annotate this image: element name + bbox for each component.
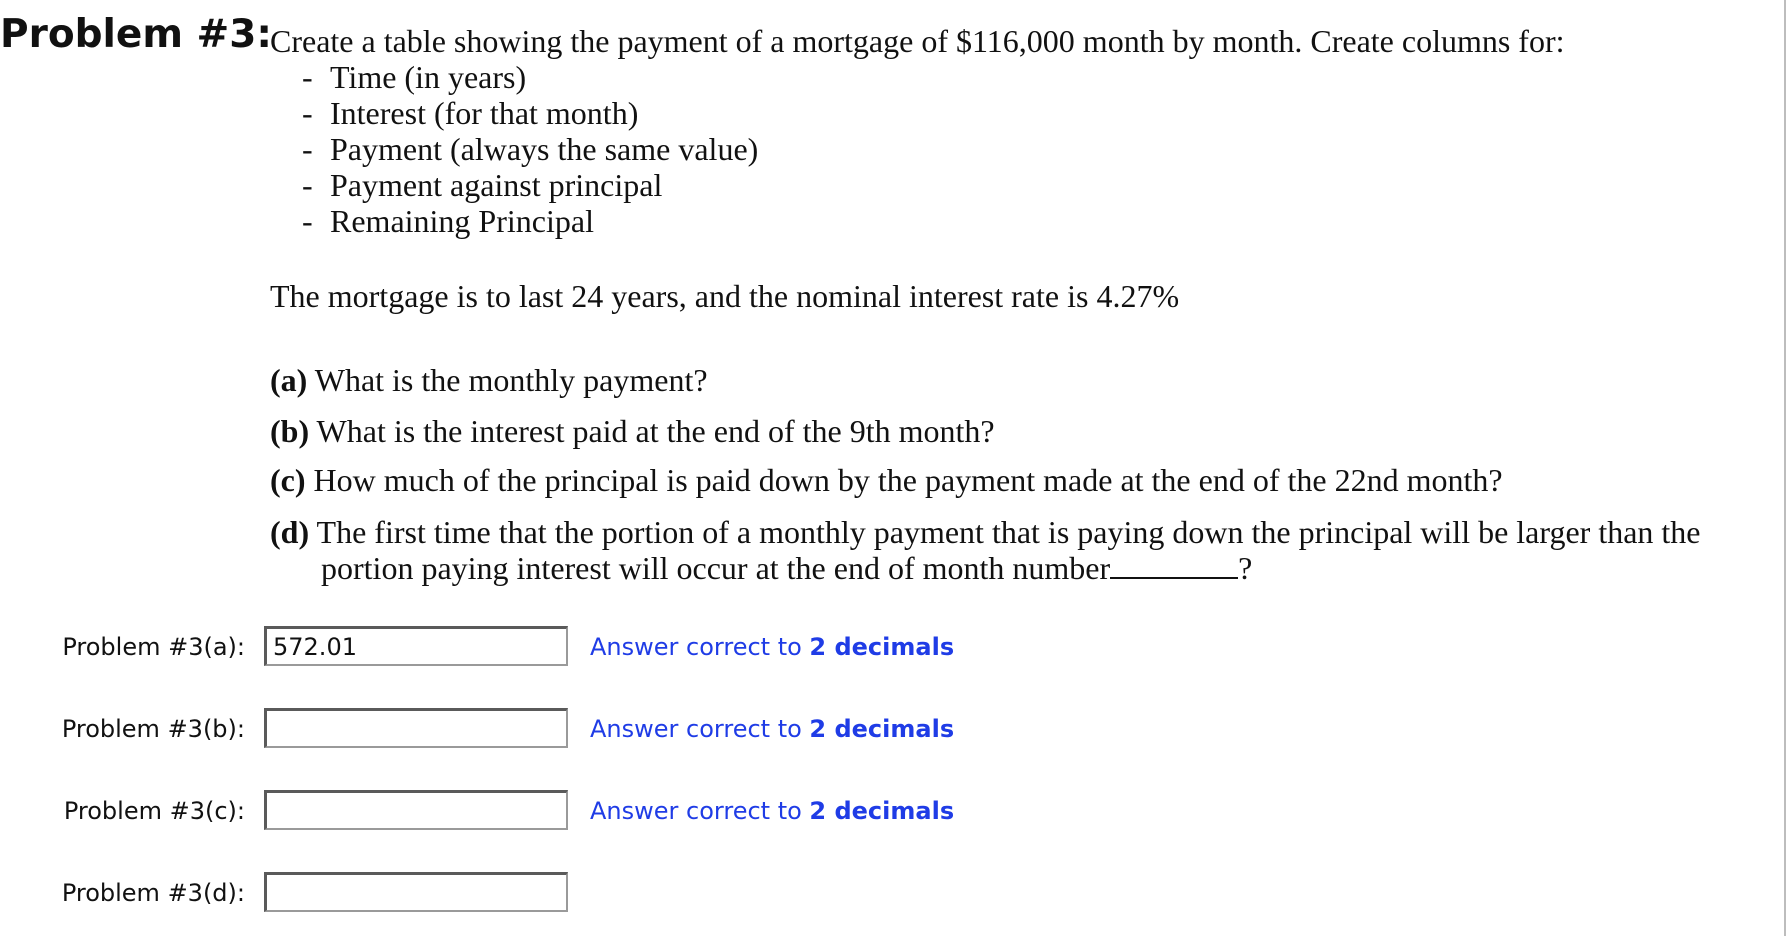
problem-intro: Create a table showing the payment of a mortgage of $116,000 month by month. Create columns for: xyxy=(270,23,1565,59)
page-right-border xyxy=(1784,0,1786,936)
answer-input-a[interactable] xyxy=(264,626,568,666)
list-item: - Time (in years) xyxy=(302,59,527,95)
hint-text: Answer correct to xyxy=(590,797,810,825)
answer-label-d: Problem #3(d): xyxy=(61,879,245,907)
answer-input-c[interactable] xyxy=(264,790,568,830)
question-b xyxy=(270,413,995,449)
problem-title: Problem #3: xyxy=(0,12,272,57)
column-list xyxy=(302,59,758,239)
question-label: (c) xyxy=(270,462,306,498)
answer-input-d[interactable] xyxy=(264,872,568,912)
list-item: - Payment (always the same value) xyxy=(302,131,759,167)
question-d-line2 xyxy=(321,550,1252,586)
question-text: What is the interest paid at the end of the 9th month? xyxy=(316,413,995,449)
question-a xyxy=(270,362,708,398)
hint-decimals: 2 decimals xyxy=(809,633,955,661)
mortgage-statement: The mortgage is to last 24 years, and the nominal interest rate is 4.27% xyxy=(270,278,1180,314)
question-label: (d) xyxy=(270,514,310,550)
question-text: How much of the principal is paid down by the payment made at the end of the 22nd month? xyxy=(313,462,1503,498)
column-item-label: Interest (for that month) xyxy=(330,95,639,131)
question-text: What is the monthly payment? xyxy=(314,362,708,398)
column-item-label: Payment (always the same value) xyxy=(330,131,759,167)
column-item-label: Time (in years) xyxy=(330,59,527,95)
list-item: - Remaining Principal xyxy=(302,203,594,239)
hint-text: Answer correct to xyxy=(590,633,810,661)
answer-label-c: Problem #3(c): xyxy=(63,797,245,825)
question-text: The first time that the portion of a monthly payment that is paying down the principal will be larger than the xyxy=(316,514,1701,550)
question-d xyxy=(270,514,1701,586)
answer-label-b: Problem #3(b): xyxy=(61,715,245,743)
question-label: (a) xyxy=(270,362,308,398)
answer-label-a: Problem #3(a): xyxy=(62,633,245,661)
hint-text: Answer correct to xyxy=(590,715,810,743)
answer-hint-c xyxy=(590,796,954,826)
column-item-label: Payment against principal xyxy=(330,167,663,203)
question-c xyxy=(270,462,1503,498)
hint-decimals: 2 decimals xyxy=(809,715,955,743)
answer-hint-a xyxy=(590,632,954,662)
answer-hint-b xyxy=(590,714,954,744)
answer-input-b[interactable] xyxy=(264,708,568,748)
hint-decimals: 2 decimals xyxy=(809,797,955,825)
column-item-label: Remaining Principal xyxy=(330,203,594,239)
list-item: - Payment against principal xyxy=(302,167,663,203)
list-item: - Interest (for that month) xyxy=(302,95,639,131)
question-mark: ? xyxy=(1238,550,1253,586)
question-label: (b) xyxy=(270,413,310,449)
question-text-continued: portion paying interest will occur at the end of month number xyxy=(321,550,1111,586)
answer-blank-line xyxy=(1110,551,1238,579)
